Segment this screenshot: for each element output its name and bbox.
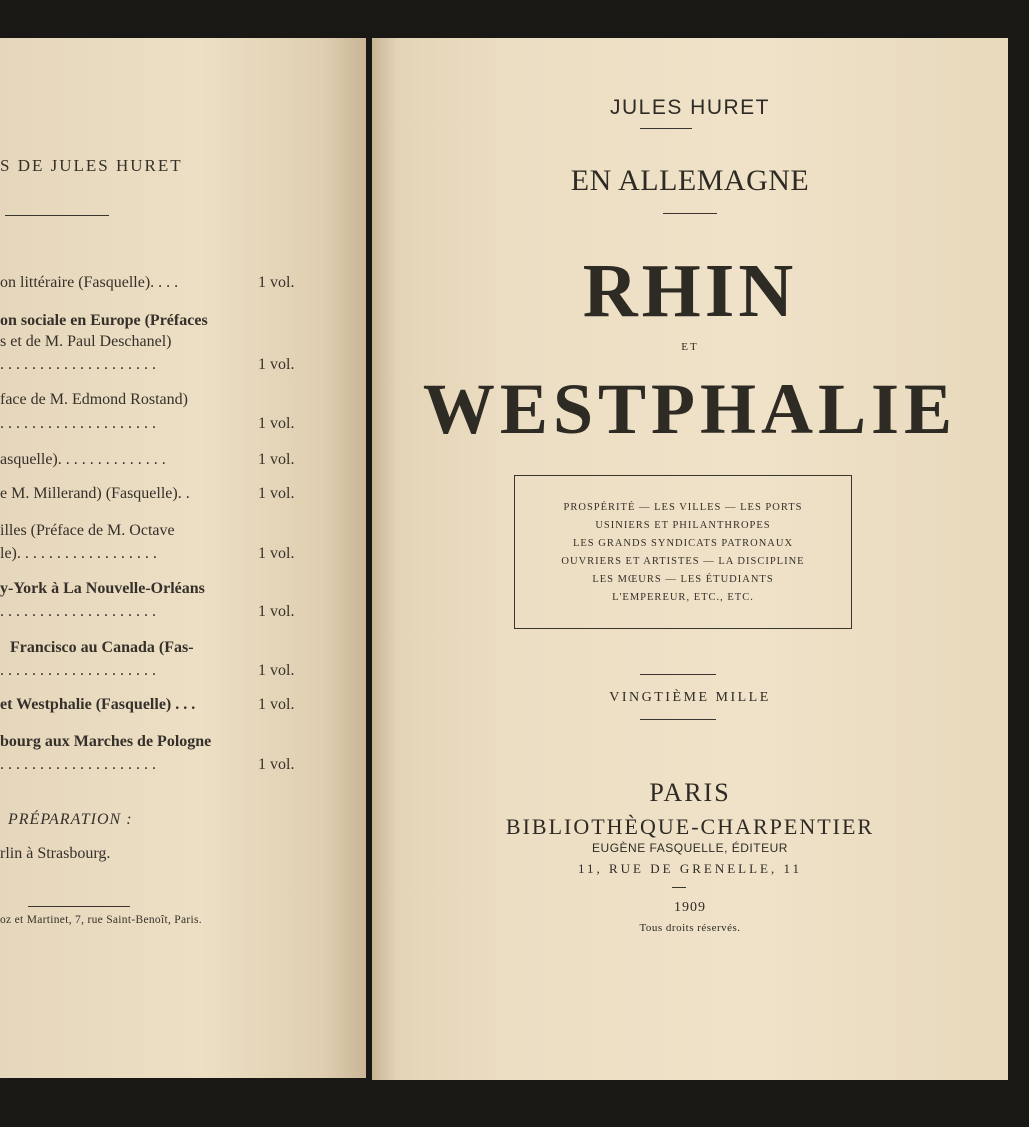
entry-line: y-York à La Nouvelle-Orléans — [0, 580, 205, 597]
imprint-publisher: BIBLIOTHÈQUE-CHARPENTIER — [505, 814, 875, 839]
entry-line: le). . . . . . . . . . . . . . . . . . — [0, 545, 157, 562]
entry-line: on littéraire (Fasquelle). . . . — [0, 274, 179, 291]
rights-notice: Tous droits réservés. — [639, 922, 741, 934]
entry-vol: 1 vol. — [258, 603, 295, 620]
title-page — [372, 38, 1008, 1080]
entry-line: s et de M. Paul Deschanel) — [0, 333, 172, 350]
imprint-year: 1909 — [674, 900, 706, 915]
entry-vol: 1 vol. — [258, 451, 295, 468]
subtitle-rule — [663, 213, 717, 214]
entry-line: . . . . . . . . . . . . . . . . . . . . — [0, 415, 156, 432]
contents-box — [514, 475, 852, 629]
imprint-editor: EUGÈNE FASQUELLE, ÉDITEUR — [592, 841, 788, 855]
author-rule — [640, 128, 692, 129]
contents-line: L'EMPEREUR, ETC., ETC. — [612, 592, 754, 603]
contents-line: OUVRIERS ET ARTISTES — LA DISCIPLINE — [561, 556, 805, 567]
works-heading: S DE JULES HURET — [0, 156, 183, 175]
year-rule — [672, 887, 686, 888]
edition-rule-top — [640, 674, 716, 675]
title-westphalie: WESTPHALIE — [422, 369, 958, 449]
entry-line: . . . . . . . . . . . . . . . . . . . . — [0, 603, 156, 620]
contents-line: PROSPÉRITÉ — LES VILLES — LES PORTS — [563, 502, 803, 513]
title-et: ET — [681, 341, 699, 353]
heading-rule — [5, 215, 109, 216]
entry-vol: 1 vol. — [258, 415, 295, 432]
subtitle: EN ALLEMAGNE — [570, 164, 810, 197]
edition-statement: VINGTIÈME MILLE — [609, 690, 771, 705]
entry-line: et Westphalie (Fasquelle) . . . — [0, 696, 196, 713]
entry-line: . . . . . . . . . . . . . . . . . . . . — [0, 756, 156, 773]
left-page — [0, 38, 366, 1078]
imprint-city: PARIS — [649, 778, 731, 807]
entry-vol: 1 vol. — [258, 756, 295, 773]
contents-line: USINIERS ET PHILANTHROPES — [595, 520, 771, 531]
contents-line: LES GRANDS SYNDICATS PATRONAUX — [572, 538, 794, 549]
entry-line: . . . . . . . . . . . . . . . . . . . . — [0, 662, 156, 679]
title-rhin: RHIN — [582, 249, 798, 333]
imprint-address: 11, RUE DE GRENELLE, 11 — [577, 861, 803, 876]
entry-vol: 1 vol. — [258, 485, 295, 502]
entry-line: illes (Préface de M. Octave — [0, 522, 175, 539]
contents-line: LES MŒURS — LES ÉTUDIANTS — [592, 574, 774, 585]
printer-rule — [28, 906, 130, 907]
entry-vol: 1 vol. — [258, 545, 295, 562]
preparation-item: rlin à Strasbourg. — [0, 845, 111, 862]
entry-line: Francisco au Canada (Fas- — [10, 639, 194, 656]
entry-vol: 1 vol. — [258, 274, 295, 291]
preparation-label: PRÉPARATION : — [8, 811, 133, 828]
entry-vol: 1 vol. — [258, 356, 295, 373]
entry-vol: 1 vol. — [258, 662, 295, 679]
entry-line: e M. Millerand) (Fasquelle). . — [0, 485, 190, 502]
entry-line: asquelle). . . . . . . . . . . . . . — [0, 451, 166, 468]
entry-line: bourg aux Marches de Pologne — [0, 733, 212, 750]
entry-line: on sociale en Europe (Préfaces — [0, 312, 208, 329]
author-name: JULES HURET — [609, 96, 771, 119]
entry-line: . . . . . . . . . . . . . . . . . . . . — [0, 356, 156, 373]
entry-vol: 1 vol. — [258, 696, 295, 713]
entry-line: face de M. Edmond Rostand) — [0, 391, 188, 408]
edition-rule-bottom — [640, 719, 716, 720]
printer-imprint: oz et Martinet, 7, rue Saint-Benoît, Paris. — [0, 914, 202, 926]
